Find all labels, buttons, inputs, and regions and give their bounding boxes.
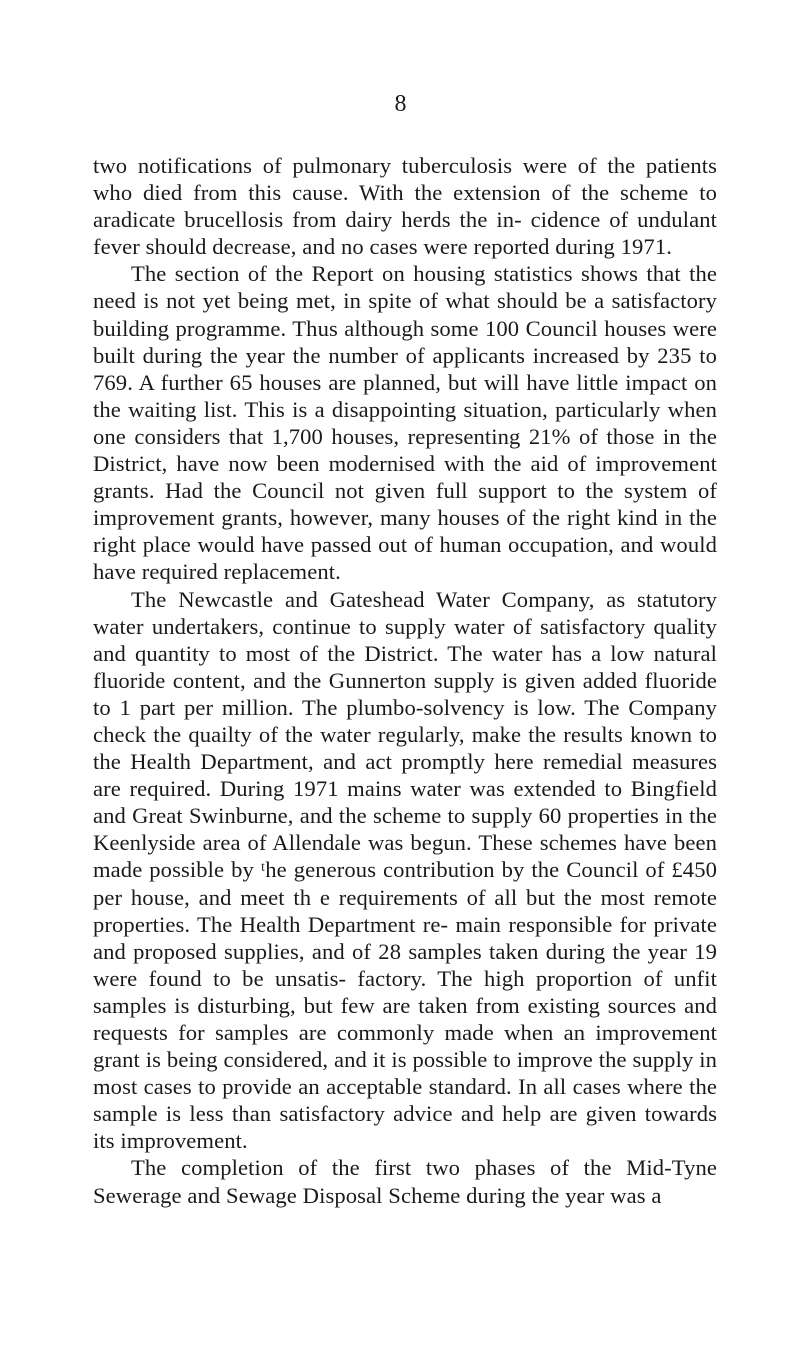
paragraph-tuberculosis-brucellosis: two notifications of pulmonary tuberculosis were of the patients who died from this cause. With the extension of the scheme to aradicate brucellosis from dairy herds the in- cidence of undulant fever should decrease, and no cases were reported during 1971.: [93, 153, 717, 260]
paragraph-sewerage-scheme: The completion of the first two phases of the Mid-Tyne Sewerage and Sewage Disposal Scheme during the year was a: [93, 1155, 717, 1208]
paragraph-water-supply: The Newcastle and Gateshead Water Company, as statutory water undertakers, continue to supply water of satisfactory quality and quantity to most of the District. The water has a low natural fluoride content, and the Gunnerton supply is given added fluoride to 1 part per million. The plumbo-solvency is low. The Company check the quailty of the water regularly, make the results known to the Health Department, and act promptly here remedial measures are required. During 1971 mains water was extended to Bingfield and Great Swinburne, and the scheme to supply 60 properties in the Keenlyside area of Allendale was begun. These schemes have been made possible by ᵗhe generous contribution by the Council of £450 per house, and meet th e requirements of all but the most remote properties. The Health Department re- main responsible for private and proposed supplies, and of 28 samples taken during the year 19 were found to be unsatis- factory. The high proportion of unfit samples is disturbing, but few are taken from existing sources and requests for samples are commonly made when an improvement grant is being considered, and it is possible to improve the supply in most cases to provide an acceptable standard. In all cases where the sample is less than satisfactory advice and help are given towards its improvement.: [93, 586, 717, 1154]
page-number: 8: [394, 91, 407, 117]
body-text: [93, 152, 717, 1209]
paragraph-housing-statistics: The section of the Report on housing statistics shows that the need is not yet being met, in spite of what should be a satisfactory building programme. Thus although some 100 Council houses were built during the year the number of applicants increased by 235 to 769. A further 65 houses are planned, but will have little impact on the waiting list. This is a disappointing situation, particularly when one considers that 1,700 houses, representing 21% of those in the District, have now been modernised with the aid of improvement grants. Had the Council not given full support to the system of improvement grants, however, many houses of the right kind in the right place would have passed out of human occupation, and would have required replacement.: [93, 261, 717, 585]
